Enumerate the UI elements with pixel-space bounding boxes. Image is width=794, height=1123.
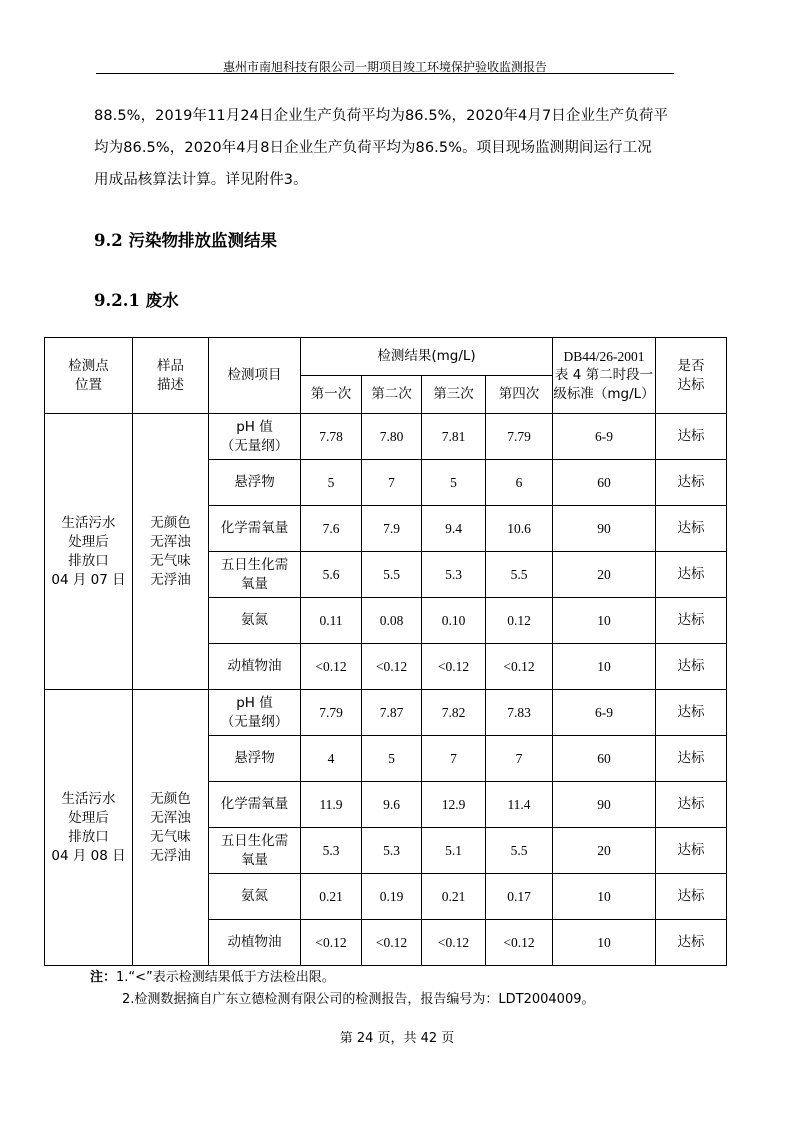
sample-desc-line: 无颜色 — [150, 790, 191, 807]
intro-line: 均为86.5%，2020年4月8日企业生产负荷平均为86.5%。项目现场监测期间运行工况 — [94, 140, 652, 156]
page-number: 第 24 页，共 42 页 — [339, 1031, 455, 1046]
location-cell — [45, 414, 133, 690]
header-divider — [96, 73, 674, 74]
value-cell: 5 — [301, 460, 362, 506]
header-standard-line: 表 4 第二时段一 — [554, 367, 654, 383]
item-line: 悬浮物 — [234, 474, 275, 490]
header-compliance-line: 达标 — [677, 376, 705, 393]
value-cell: 7.80 — [362, 414, 422, 460]
value-cell: <0.12 — [301, 644, 362, 690]
table-body — [45, 338, 727, 966]
location-line: 排放口 — [68, 828, 109, 845]
header-item: 检测项目 — [209, 338, 301, 414]
header-run: 第三次 — [422, 376, 486, 414]
value-cell: 12.9 — [422, 782, 486, 828]
location-line: 生活污水 — [61, 790, 116, 807]
item-cell — [209, 598, 301, 644]
header-location — [45, 338, 133, 414]
sample-desc-line: 无气味 — [150, 828, 191, 845]
compliance-cell: 达标 — [656, 506, 727, 552]
value-cell: 9.6 — [362, 782, 422, 828]
item-cell — [209, 644, 301, 690]
value-cell: 5.5 — [362, 552, 422, 598]
item-line: 化学需氧量 — [220, 520, 289, 536]
sample-desc-line: 无浑浊 — [150, 809, 191, 826]
item-line: pH 值 — [236, 694, 273, 711]
item-line: 五日生化需 — [220, 832, 289, 849]
sample-desc-line: 无浮油 — [150, 847, 191, 864]
compliance-cell: 达标 — [656, 414, 727, 460]
value-cell: 9.4 — [422, 506, 486, 552]
standard-cell: 90 — [553, 782, 656, 828]
value-cell: <0.12 — [422, 644, 486, 690]
note-label: 注： — [90, 970, 117, 985]
standard-cell: 10 — [553, 644, 656, 690]
compliance-cell: 达标 — [656, 828, 727, 874]
value-cell: 11.4 — [486, 782, 553, 828]
sample-desc-cell — [133, 690, 209, 966]
table-header-row — [45, 338, 727, 376]
item-cell — [209, 874, 301, 920]
compliance-cell: 达标 — [656, 460, 727, 506]
item-cell — [209, 920, 301, 966]
value-cell: 0.10 — [422, 598, 486, 644]
value-cell: 5.1 — [422, 828, 486, 874]
compliance-cell: 达标 — [656, 736, 727, 782]
standard-cell: 20 — [553, 552, 656, 598]
location-line: 04 月 08 日 — [51, 847, 126, 864]
header-sample-line: 描述 — [157, 376, 184, 393]
header-standard-line: DB44/26-2001 — [563, 349, 645, 364]
location-line: 处理后 — [68, 809, 109, 826]
item-line: pH 值 — [236, 418, 273, 435]
value-cell: 5.5 — [486, 828, 553, 874]
value-cell: 7.9 — [362, 506, 422, 552]
item-line: 悬浮物 — [234, 750, 275, 766]
value-cell: 7.79 — [486, 414, 553, 460]
compliance-cell: 达标 — [656, 874, 727, 920]
item-line: 化学需氧量 — [220, 796, 289, 812]
header-sample-line: 样品 — [157, 357, 184, 374]
item-cell — [209, 736, 301, 782]
header-standard — [553, 338, 656, 414]
value-cell: 0.21 — [422, 874, 486, 920]
intro-paragraph — [94, 100, 684, 196]
value-cell: 7 — [362, 460, 422, 506]
value-cell: 10.6 — [486, 506, 553, 552]
sample-desc-line: 无颜色 — [150, 514, 191, 531]
standard-cell: 60 — [553, 460, 656, 506]
sample-desc-line: 无浑浊 — [150, 533, 191, 550]
header-location-line: 检测点 — [68, 357, 109, 374]
value-cell: 7 — [422, 736, 486, 782]
compliance-cell: 达标 — [656, 920, 727, 966]
location-line: 排放口 — [68, 552, 109, 569]
value-cell: <0.12 — [301, 920, 362, 966]
value-cell: 7.83 — [486, 690, 553, 736]
note-1 — [90, 967, 595, 989]
value-cell: 0.11 — [301, 598, 362, 644]
value-cell: <0.12 — [486, 644, 553, 690]
header-location-line: 位置 — [75, 376, 102, 393]
standard-cell: 90 — [553, 506, 656, 552]
standard-cell: 60 — [553, 736, 656, 782]
value-cell: <0.12 — [362, 920, 422, 966]
header-result-group: 检测结果(mg/L) — [301, 338, 553, 376]
compliance-cell: 达标 — [656, 598, 727, 644]
table-row — [45, 414, 727, 460]
section-heading: 9.2 污染物排放监测结果 — [94, 231, 277, 250]
wastewater-results-table — [44, 337, 727, 966]
header-run: 第二次 — [362, 376, 422, 414]
compliance-cell: 达标 — [656, 552, 727, 598]
standard-cell: 10 — [553, 598, 656, 644]
compliance-cell: 达标 — [656, 782, 727, 828]
item-cell — [209, 690, 301, 736]
value-cell: 5.6 — [301, 552, 362, 598]
header-compliance — [656, 338, 727, 414]
location-line: 04 月 07 日 — [51, 571, 126, 588]
item-line: 氧量 — [241, 575, 268, 592]
standard-cell: 10 — [553, 874, 656, 920]
value-cell: 7.81 — [422, 414, 486, 460]
sample-desc-cell — [133, 414, 209, 690]
location-line: 处理后 — [68, 533, 109, 550]
compliance-cell: 达标 — [656, 690, 727, 736]
value-cell: <0.12 — [362, 644, 422, 690]
value-cell: 4 — [301, 736, 362, 782]
value-cell: 7.6 — [301, 506, 362, 552]
sample-desc-line: 无浮油 — [150, 571, 191, 588]
table-notes — [90, 967, 595, 1011]
header-compliance-line: 是否 — [677, 357, 705, 374]
value-cell: 5 — [362, 736, 422, 782]
value-cell: 5.3 — [301, 828, 362, 874]
value-cell: 0.17 — [486, 874, 553, 920]
value-cell: 7.87 — [362, 690, 422, 736]
value-cell: 0.21 — [301, 874, 362, 920]
compliance-cell: 达标 — [656, 644, 727, 690]
value-cell: <0.12 — [486, 920, 553, 966]
value-cell: 5.3 — [422, 552, 486, 598]
item-line: 动植物油 — [227, 658, 282, 674]
value-cell: 5 — [422, 460, 486, 506]
item-line: 动植物油 — [227, 934, 282, 950]
item-cell — [209, 782, 301, 828]
header-standard-line: 级标准（mg/L） — [553, 386, 655, 402]
item-line: （无量纲） — [220, 437, 289, 454]
value-cell: 5.3 — [362, 828, 422, 874]
table-row — [45, 690, 727, 736]
header-run: 第四次 — [486, 376, 553, 414]
value-cell: 7.82 — [422, 690, 486, 736]
standard-cell: 20 — [553, 828, 656, 874]
standard-cell: 6-9 — [553, 414, 656, 460]
item-cell — [209, 506, 301, 552]
sample-desc-line: 无气味 — [150, 552, 191, 569]
value-cell: 0.19 — [362, 874, 422, 920]
value-cell: 0.08 — [362, 598, 422, 644]
location-cell — [45, 690, 133, 966]
standard-cell: 6-9 — [553, 690, 656, 736]
intro-line: 88.5%，2019年11月24日企业生产负荷平均为86.5%，2020年4月7日企业生产负荷平 — [94, 108, 669, 124]
item-line: 氨氮 — [241, 888, 268, 904]
standard-cell: 10 — [553, 920, 656, 966]
location-line: 生活污水 — [61, 514, 116, 531]
item-cell — [209, 552, 301, 598]
item-line: 氨氮 — [241, 612, 268, 628]
value-cell: 6 — [486, 460, 553, 506]
header-run: 第一次 — [301, 376, 362, 414]
value-cell: <0.12 — [422, 920, 486, 966]
item-line: 五日生化需 — [220, 556, 289, 573]
item-line: 氧量 — [241, 851, 268, 868]
value-cell: 0.12 — [486, 598, 553, 644]
value-cell: 7.78 — [301, 414, 362, 460]
item-cell — [209, 828, 301, 874]
item-cell — [209, 414, 301, 460]
intro-line: 用成品核算法计算。详见附件3。 — [94, 172, 308, 188]
item-line: （无量纲） — [220, 713, 289, 730]
header-sample — [133, 338, 209, 414]
page-header: 惠州市南旭科技有限公司一期项目竣工环境保护验收监测报告 — [222, 60, 547, 74]
value-cell: 7.79 — [301, 690, 362, 736]
subsection-heading: 9.2.1 废水 — [94, 291, 179, 310]
note-1-text: 1.“<”表示检测结果低于方法检出限。 — [116, 970, 335, 985]
note-2: 2.检测数据摘自广东立德检测有限公司的检测报告，报告编号为：LDT2004009。 — [122, 992, 595, 1007]
value-cell: 5.5 — [486, 552, 553, 598]
value-cell: 7 — [486, 736, 553, 782]
value-cell: 11.9 — [301, 782, 362, 828]
item-cell — [209, 460, 301, 506]
